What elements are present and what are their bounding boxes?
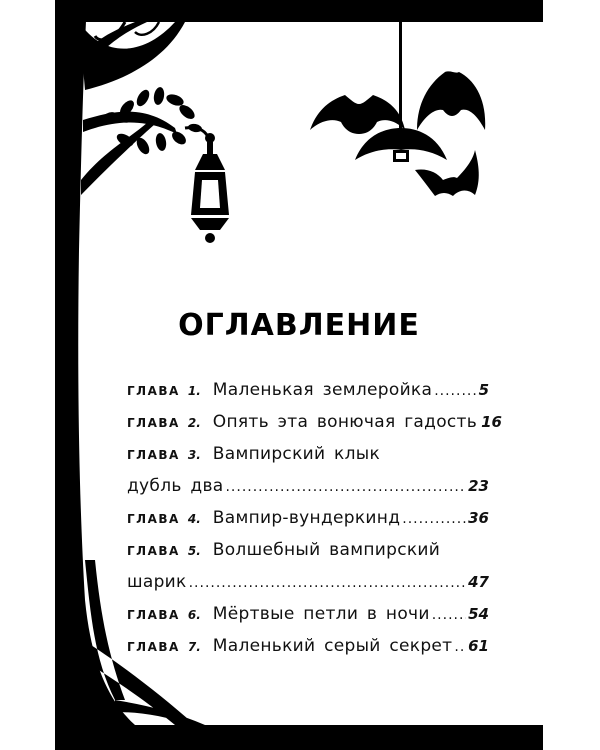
leader-dots — [434, 383, 476, 399]
toc-entry-continuation — [127, 476, 489, 508]
chapter-title-continued: шарик — [127, 572, 187, 592]
chapter-title: Мёртвые петли в ночи — [212, 604, 430, 624]
chapter-title: Маленький серый секрет — [212, 636, 453, 656]
toc-entry — [127, 444, 489, 476]
toc-entry — [127, 604, 489, 636]
bottom-border — [55, 725, 543, 750]
chapter-label: ГЛАВА — [127, 608, 180, 622]
leader-dots — [454, 639, 466, 655]
chapter-title: Вампирский клык — [212, 444, 381, 464]
table-of-contents — [127, 380, 502, 668]
page-title: ОГЛАВЛЕНИЕ — [178, 308, 420, 343]
toc-entry — [127, 380, 489, 412]
chapter-number: 5. — [187, 544, 201, 558]
chapter-number: 1. — [187, 384, 201, 398]
page-number: 36 — [468, 509, 489, 527]
lantern-icon — [185, 128, 229, 243]
chapter-number: 6. — [187, 608, 201, 622]
chapter-label: ГЛАВА — [127, 640, 180, 654]
toc-entry — [127, 412, 502, 444]
top-border — [55, 0, 543, 22]
bat-icon — [310, 95, 405, 134]
chapter-number: 4. — [187, 512, 201, 526]
chapter-number: 3. — [187, 448, 201, 462]
chapter-label: ГЛАВА — [127, 416, 180, 430]
toc-entry — [127, 540, 489, 572]
chapter-label: ГЛАВА — [127, 448, 180, 462]
chapter-number: 7. — [187, 640, 201, 654]
page-number: 23 — [468, 477, 489, 495]
toc-entry — [127, 636, 489, 668]
chapter-title-continued: дубль два — [127, 476, 224, 496]
page-number: 47 — [468, 573, 489, 591]
chapter-label: ГЛАВА — [127, 384, 180, 398]
leader-dots — [432, 607, 466, 623]
leader-dots — [225, 479, 466, 495]
page-number: 61 — [468, 637, 489, 655]
toc-entry — [127, 508, 489, 540]
page-number: 5 — [478, 381, 489, 399]
page-number: 54 — [468, 605, 489, 623]
bat-icon — [417, 71, 485, 130]
book-page — [55, 0, 543, 750]
toc-entry-continuation — [127, 572, 489, 604]
chapter-number: 2. — [187, 416, 201, 430]
chapter-title: Опять эта вонючая гадость — [212, 412, 478, 432]
bat-icon — [415, 150, 479, 196]
leader-dots — [402, 511, 466, 527]
chapter-title: Волшебный вампирский — [212, 540, 441, 560]
chapter-label: ГЛАВА — [127, 512, 180, 526]
chapter-title: Вампир-вундеркинд — [212, 508, 401, 528]
chapter-label: ГЛАВА — [127, 544, 180, 558]
chapter-title: Маленькая землеройка — [212, 380, 433, 400]
page-number: 16 — [481, 413, 502, 431]
leader-dots — [189, 575, 467, 591]
